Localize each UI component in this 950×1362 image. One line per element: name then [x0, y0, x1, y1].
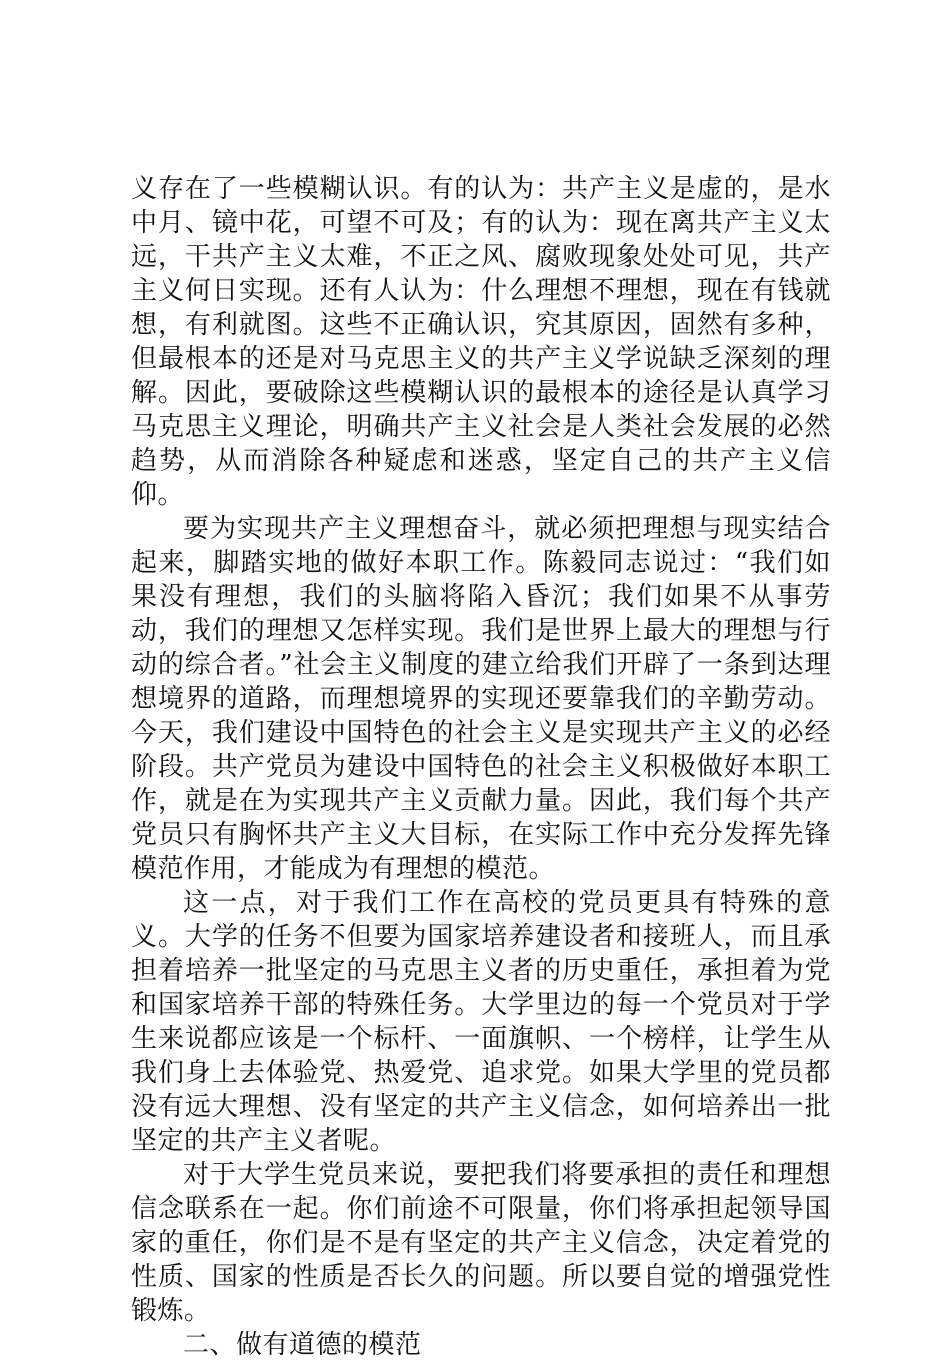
document-body: [131, 172, 831, 1362]
paragraph: 这一点，对于我们工作在高校的党员更具有特殊的意义。大学的任务不但要为国家培养建设者和接班人，而且承担着培养一批坚定的马克思主义者的历史重任，承担着为党和国家培养干部的特殊任务。大学里边的每一个党员对于学生来说都应该是一个标杆、一面旗帜、一个榜样，让学生从我们身上去体验党、热爱党、追求党。如果大学里的党员都没有远大理想、没有坚定的共产主义信念，如何培养出一批坚定的共产主义者呢。: [131, 888, 831, 1156]
section-heading: 二、做有道德的模范: [183, 1330, 422, 1360]
paragraph-continued: 义存在了一些模糊认识。有的认为：共产主义是虚的，是水中月、镜中花，可望不可及；有的认为：现在离共产主义太远，干共产主义太难，不正之风、腐败现象处处可见，共产主义何日实现。还有人认为：什么理想不理想，现在有钱就想，有利就图。这些不正确认识，究其原因，固然有多种，但最根本的还是对马克思主义的共产主义学说缺乏深刻的理解。因此，要破除这些模糊认识的最根本的途径是认真学习马克思主义理论，明确共产主义社会是人类社会发展的必然趋势，从而消除各种疑虑和迷惑，坚定自己的共产主义信仰。: [131, 174, 831, 510]
paragraph: 要为实现共产主义理想奋斗，就必须把理想与现实结合起来，脚踏实地的做好本职工作。陈毅同志说过：“我们如果没有理想，我们的头脑将陷入昏沉；我们如果不从事劳动，我们的理想又怎样实现。我们是世界上最大的理想与行动的综合者。”社会主义制度的建立给我们开辟了一条到达理想境界的道路，而理想境界的实现还要靠我们的辛勤劳动。今天，我们建设中国特色的社会主义是实现共产主义的必经阶段。共产党员为建设中国特色的社会主义积极做好本职工作，就是在为实现共产主义贡献力量。因此，我们每个共产党员只有胸怀共产主义大目标，在实际工作中充分发挥先锋模范作用，才能成为有理想的模范。: [131, 514, 831, 884]
paragraph: 对于大学生党员来说，要把我们将要承担的责任和理想信念联系在一起。你们前途不可限量，你们将承担起领导国家的重任，你们是不是有坚定的共产主义信念，决定着党的性质、国家的性质是否长久的问题。所以要自觉的增强党性锻炼。: [131, 1160, 831, 1326]
